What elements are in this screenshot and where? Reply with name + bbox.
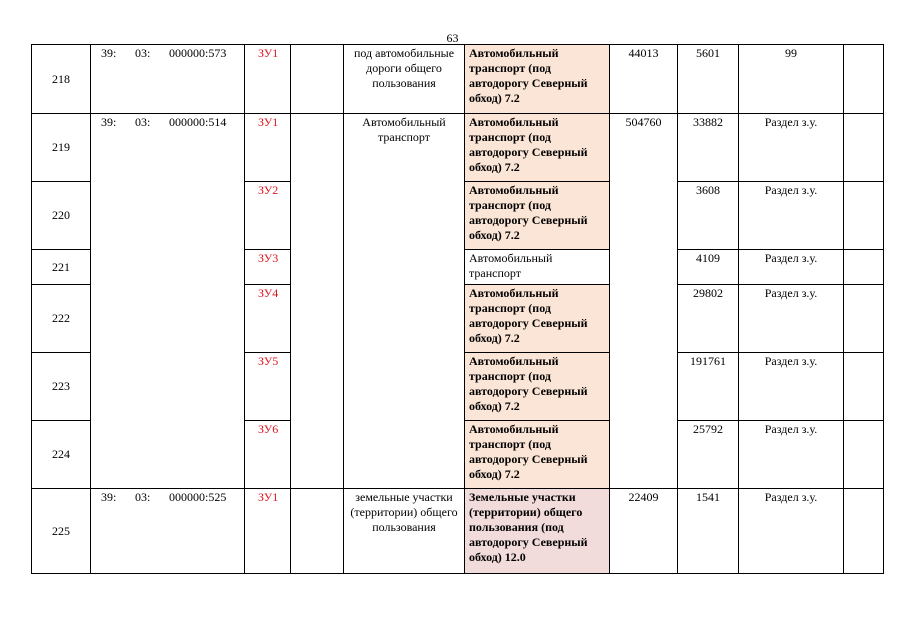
zu-label: ЗУ4	[245, 285, 291, 353]
area-part: 33882	[678, 114, 739, 182]
note: Раздел з.у.	[739, 421, 844, 489]
empty-cell	[291, 182, 344, 250]
cadastral-number: 39: 03: 000000:525	[91, 489, 245, 574]
area-part: 25792	[678, 421, 739, 489]
planned-use: Автомобильный транспорт (под автодорогу Северный обход) 7.2	[465, 285, 610, 353]
empty-cell	[91, 421, 245, 489]
cadastral-number: 39: 03: 000000:514	[91, 114, 245, 182]
zu-label: ЗУ5	[245, 353, 291, 421]
current-use: земельные участки (территории) общего пользования	[344, 489, 465, 574]
row-number: 220	[32, 182, 91, 250]
area-part: 5601	[678, 45, 739, 114]
table-row	[32, 250, 884, 285]
empty-cell	[291, 45, 344, 114]
empty-cell	[344, 353, 465, 421]
zu-label: ЗУ1	[245, 45, 291, 114]
table-row	[32, 421, 884, 489]
row-number: 223	[32, 353, 91, 421]
empty-cell	[844, 421, 884, 489]
table-row	[32, 45, 884, 114]
empty-cell	[844, 250, 884, 285]
area-total: 504760	[610, 114, 678, 182]
empty-cell	[91, 353, 245, 421]
empty-cell	[344, 182, 465, 250]
note: 99	[739, 45, 844, 114]
area-total: 44013	[610, 45, 678, 114]
empty-cell	[344, 421, 465, 489]
planned-use: Автомобильный транспорт (под автодорогу Северный обход) 7.2	[465, 45, 610, 114]
empty-cell	[844, 353, 884, 421]
empty-cell	[91, 285, 245, 353]
planned-use: Автомобильный транспорт (под автодорогу Северный обход) 7.2	[465, 421, 610, 489]
row-number: 225	[32, 489, 91, 574]
table-row	[32, 182, 884, 250]
cadastral-number: 39: 03: 000000:573	[91, 45, 245, 114]
empty-cell	[610, 421, 678, 489]
area-part: 191761	[678, 353, 739, 421]
empty-cell	[291, 353, 344, 421]
empty-cell	[844, 285, 884, 353]
row-number: 222	[32, 285, 91, 353]
area-total: 22409	[610, 489, 678, 574]
zu-label: ЗУ6	[245, 421, 291, 489]
table-row	[32, 489, 884, 574]
zu-label: ЗУ3	[245, 250, 291, 285]
empty-cell	[344, 285, 465, 353]
land-plots-table	[31, 44, 884, 574]
note: Раздел з.у.	[739, 182, 844, 250]
row-number: 221	[32, 250, 91, 285]
table-row	[32, 114, 884, 182]
table-row	[32, 285, 884, 353]
empty-cell	[91, 182, 245, 250]
empty-cell	[610, 182, 678, 250]
area-part: 3608	[678, 182, 739, 250]
empty-cell	[291, 250, 344, 285]
current-use: Автомобильный транспорт	[344, 114, 465, 182]
planned-use: Автомобильный транспорт (под автодорогу Северный обход) 7.2	[465, 353, 610, 421]
empty-cell	[91, 250, 245, 285]
zu-label: ЗУ1	[245, 114, 291, 182]
row-number: 218	[32, 45, 91, 114]
area-part: 4109	[678, 250, 739, 285]
empty-cell	[291, 285, 344, 353]
empty-cell	[344, 250, 465, 285]
table-row	[32, 353, 884, 421]
empty-cell	[610, 353, 678, 421]
empty-cell	[610, 250, 678, 285]
planned-use: Автомобильный транспорт (под автодорогу Северный обход) 7.2	[465, 182, 610, 250]
area-part: 1541	[678, 489, 739, 574]
empty-cell	[610, 285, 678, 353]
area-part: 29802	[678, 285, 739, 353]
note: Раздел з.у.	[739, 353, 844, 421]
page-number: 63	[446, 31, 459, 45]
note: Раздел з.у.	[739, 285, 844, 353]
row-number: 224	[32, 421, 91, 489]
planned-use: Земельные участки (территории) общего пользования (под автодорогу Северный обход) 12.0	[465, 489, 610, 574]
empty-cell	[844, 114, 884, 182]
empty-cell	[844, 182, 884, 250]
empty-cell	[291, 421, 344, 489]
note: Раздел з.у.	[739, 250, 844, 285]
row-number: 219	[32, 114, 91, 182]
note: Раздел з.у.	[739, 489, 844, 574]
empty-cell	[291, 489, 344, 574]
current-use: под автомобильные дороги общего пользования	[344, 45, 465, 114]
empty-cell	[844, 489, 884, 574]
note: Раздел з.у.	[739, 114, 844, 182]
planned-use: Автомобильный транспорт	[465, 250, 610, 285]
planned-use: Автомобильный транспорт (под автодорогу Северный обход) 7.2	[465, 114, 610, 182]
zu-label: ЗУ2	[245, 182, 291, 250]
zu-label: ЗУ1	[245, 489, 291, 574]
empty-cell	[844, 45, 884, 114]
empty-cell	[291, 114, 344, 182]
